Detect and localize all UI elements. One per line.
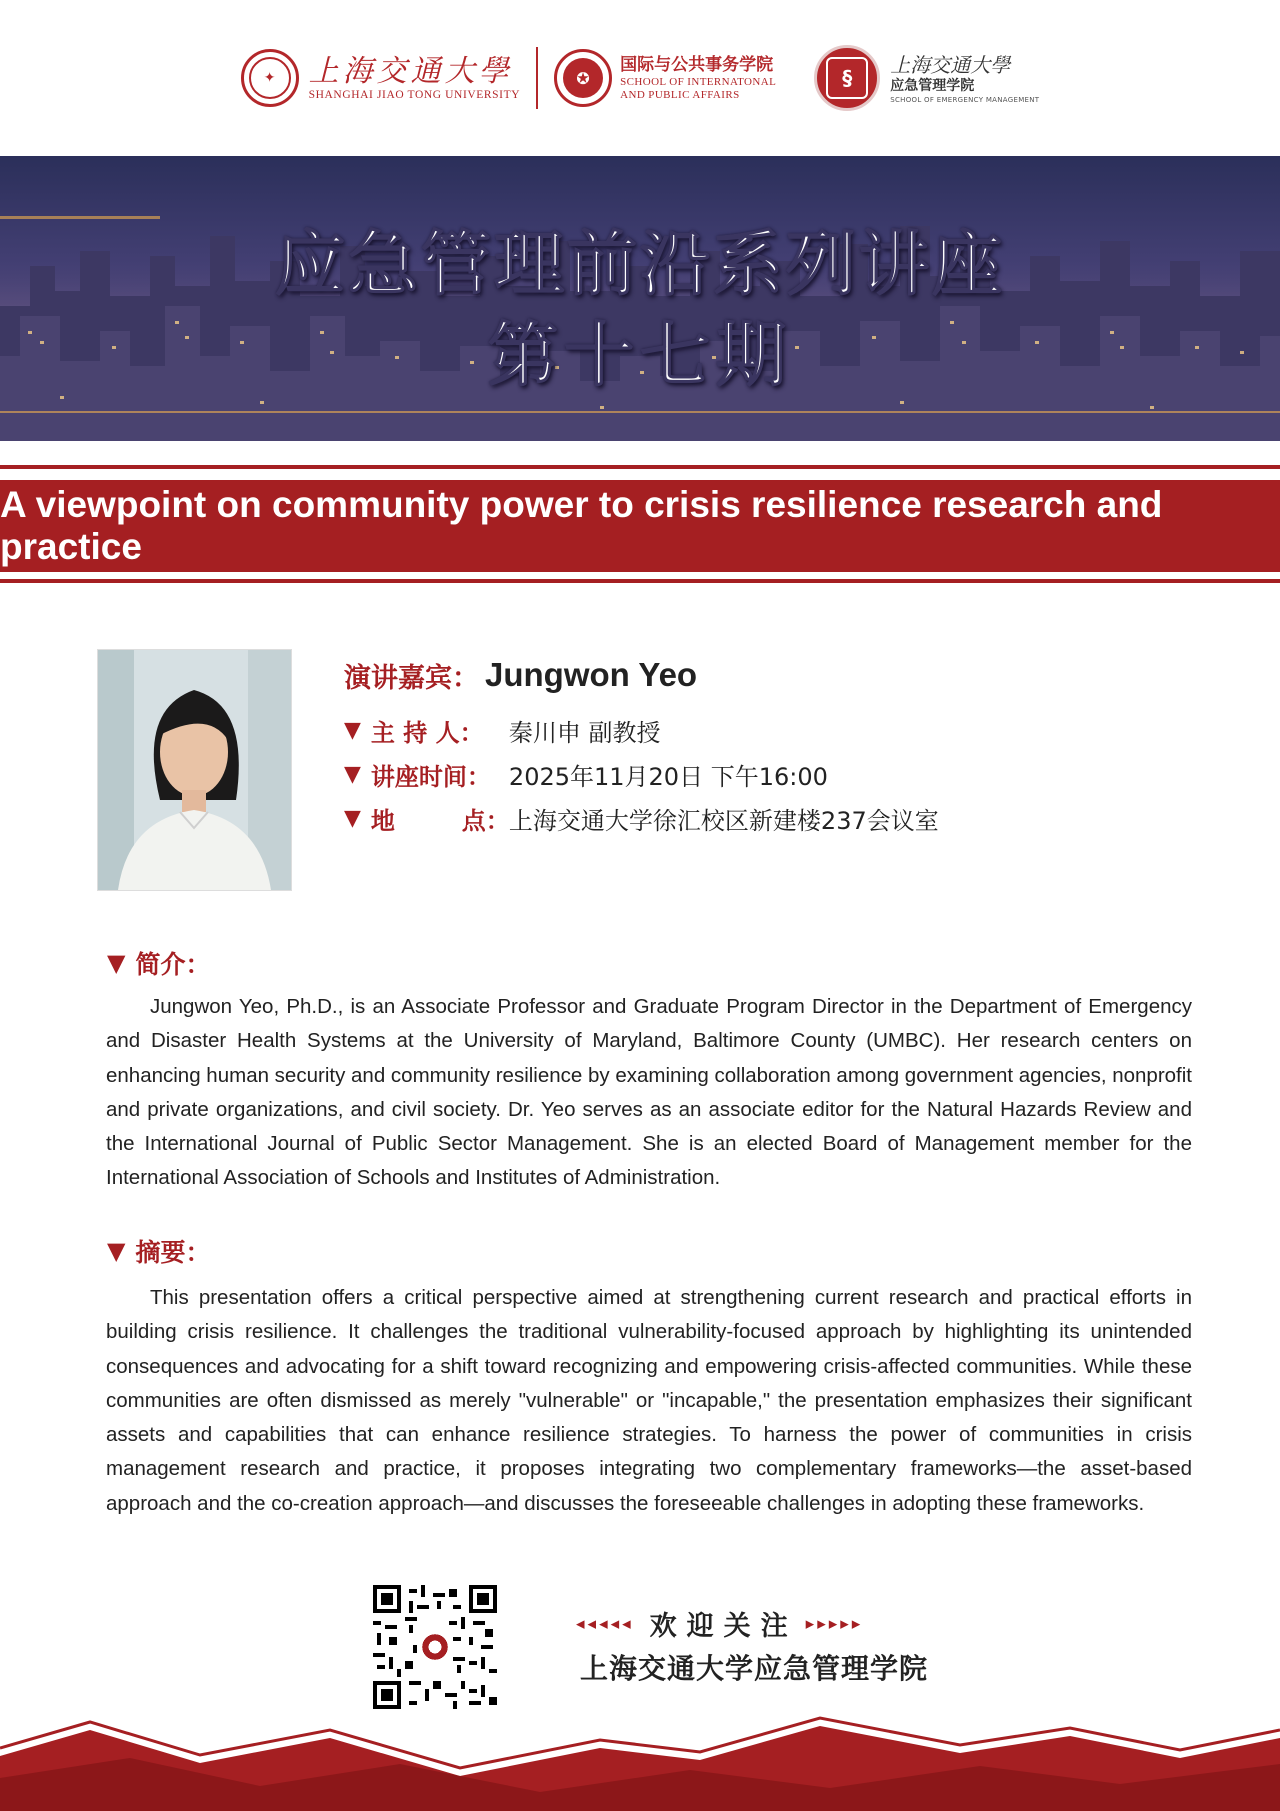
abstract-text: This presentation offers a critical perspective aimed at strengthening current research and practical efforts in building crisis resilience. It challenges the traditional vulnerability-focused approach by highlighting its unintended consequences and advocating for a shift toward recognizing and empowering crisis-affected communities. While these communities are often dismissed as merely "vulnerable" or "incapable," the presentation emphasizes their significant assets and capabilities that can enhance resilience strategies. To harness the power of communities in crisis management research and practice, it proposes integrating two complementary frameworks—the asset-based approach and the co-creation approach—and discusses the foreseeable challenges in adopting these frameworks. [106, 1286, 1192, 1515]
speaker-name: Jungwon Yeo [485, 656, 698, 693]
time-label: 讲座时间： [370, 762, 491, 791]
lecture-title: A viewpoint on community power to crisis resilience research and practice [0, 484, 1163, 567]
abstract-heading [107, 1233, 210, 1269]
sjtu-logo [241, 49, 521, 107]
speaker-photo [97, 649, 292, 891]
host-value: 秦川申 副教授 [508, 718, 661, 747]
sem-university-cn: 上海交通大學 [890, 52, 1011, 77]
sem-school-cn: 应急管理学院 [890, 77, 975, 94]
sipa-name-cn: 国际与公共事务学院 [620, 55, 774, 75]
sipa-logo [554, 49, 776, 107]
title-rule-bottom [0, 579, 1280, 583]
arrow-right-icon: ▸▸▸▸▸ [805, 1613, 864, 1634]
triangle-down-icon: ▼ [344, 717, 361, 743]
bio-heading-text: 简介： [135, 950, 211, 979]
bio-heading [107, 945, 210, 981]
qr-code-icon [373, 1585, 497, 1709]
triangle-down-icon: ▼ [344, 805, 361, 831]
sipa-seal-icon: ✪ [554, 49, 612, 107]
sjtu-name-en: SHANGHAI JIAO TONG UNIVERSITY [308, 89, 521, 101]
speaker-label: 演讲嘉宾： [344, 662, 479, 694]
triangle-down-icon: ▼ [107, 949, 126, 977]
footer-wave-decoration [0, 1708, 1280, 1811]
lecture-title-band [0, 480, 1280, 572]
time-row [344, 752, 939, 796]
triangle-down-icon: ▼ [344, 761, 361, 787]
host-label: 主 持 人： [370, 718, 484, 747]
sjtu-seal-icon: ✦ [241, 49, 299, 107]
sem-school-en: SCHOOL OF EMERGENCY MANAGEMENT [890, 95, 1040, 104]
arrow-left-icon: ◂◂◂◂◂ [576, 1613, 634, 1634]
welcome-text: 欢迎关注 [649, 1611, 798, 1642]
venue-value: 上海交通大学徐汇校区新建楼237会议室 [508, 806, 939, 835]
school-name: 上海交通大学应急管理学院 [580, 1652, 929, 1685]
venue-label: 地 点： [370, 806, 510, 835]
series-issue: 第十七期 [488, 314, 792, 396]
bio-text: Jungwon Yeo, Ph.D., is an Associate Professor and Graduate Program Director in the Department of Emergency and Disaster Health Systems at the University of Maryland, Baltimore County (UMBC). Her research centers on enhancing human security and community resilience by examining collaboration among government agencies, nonprofit and private organizations, and civil society. Dr. Yeo serves as an associate editor for the Natural Hazards Review and the International Journal of Public Sector Management. She is an elected Board of Management member for the International Association of Schools and Institutes of Administration. [106, 995, 1192, 1190]
host-row [344, 708, 939, 752]
sjtu-name-cn: 上海交通大學 [308, 54, 513, 89]
sipa-name-en-2: AND PUBLIC AFFAIRS [620, 89, 740, 101]
abstract-heading-text: 摘要： [135, 1238, 211, 1267]
follow-us [576, 1604, 863, 1643]
title-rule-top [0, 465, 1280, 469]
logo-divider [536, 47, 538, 109]
venue-row [344, 796, 939, 840]
header-logos [0, 0, 1280, 156]
series-title: 应急管理前沿系列讲座 [275, 223, 1005, 305]
qr-code[interactable] [373, 1585, 497, 1709]
city-night-banner [0, 156, 1280, 441]
sem-logo [776, 45, 1039, 111]
speaker-portrait-image [98, 650, 291, 890]
sem-seal-icon: § [814, 45, 880, 111]
triangle-down-icon: ▼ [107, 1237, 126, 1265]
lecture-info [344, 650, 939, 840]
speaker-row [344, 650, 939, 700]
time-value: 2025年11月20日 下午16:00 [508, 762, 828, 791]
sipa-name-en-1: SCHOOL OF INTERNATONAL [620, 76, 777, 88]
